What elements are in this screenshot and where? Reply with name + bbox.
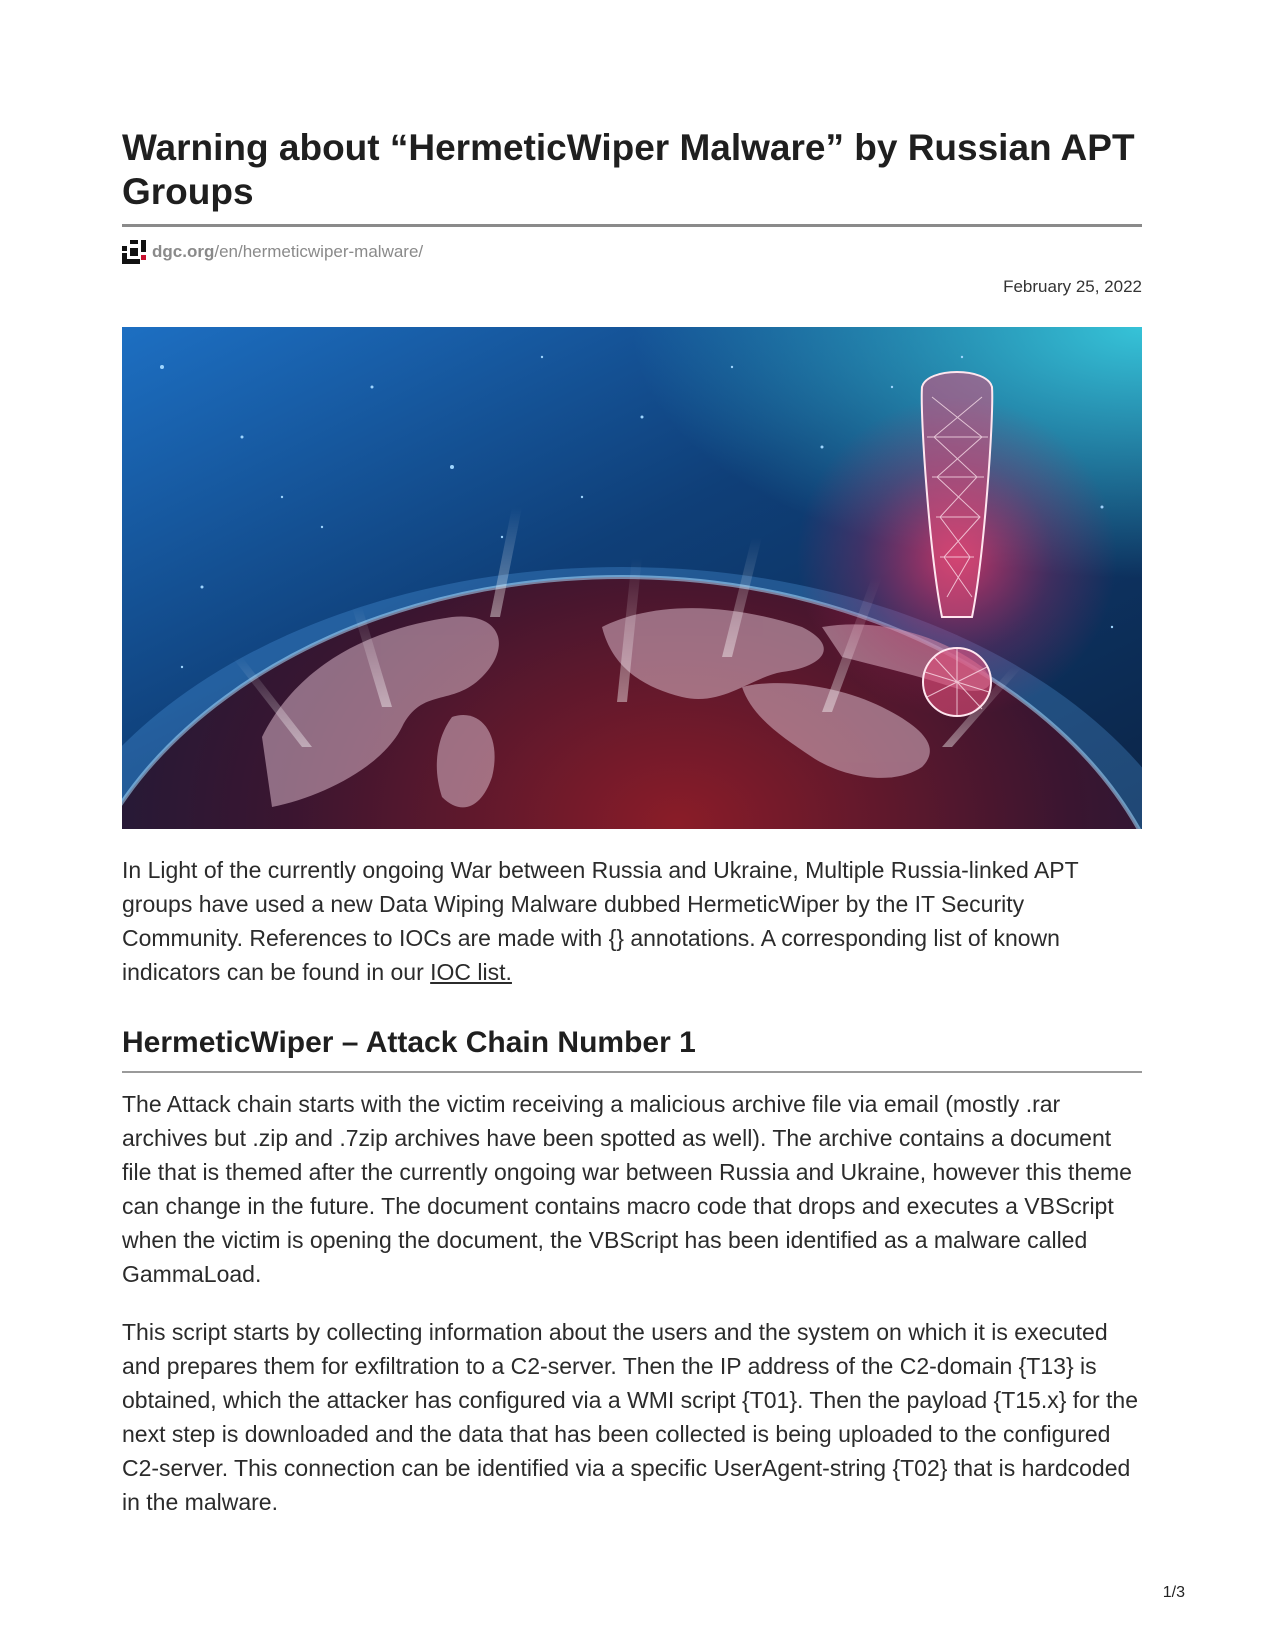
source-domain: dgc.org [152,242,215,261]
intro-paragraph [122,853,1142,989]
article [122,126,1142,1519]
page-title: Warning about “HermeticWiper Malware” by Russian APT Groups [122,126,1142,227]
source-path: /en/hermeticwiper-malware/ [214,242,424,261]
source-line [122,239,1142,265]
publish-date: February 25, 2022 [1003,277,1142,296]
paragraph-attack-chain: The Attack chain starts with the victim receiving a malicious archive file via email (mostly .rar archives but .zip and .7zip archives have been spotted as well). The archive contains a document file that is themed after the currently ongoing war between Russia and Ukraine, however this theme can change in the future. The document contains macro code that drops and executes a VBScript when the victim is opening the document, the VBScript has been identified as a malware called GammaLoad. [122,1091,1132,1287]
section-heading: HermeticWiper – Attack Chain Number 1 [122,1023,1142,1073]
intro-text: In Light of the currently ongoing War between Russia and Ukraine, Multiple Russia-linked APT groups have used a new Data Wiping Malware dubbed HermeticWiper by the IT Security Community. References to IOCs are made with {} annotations. A corresponding list of known indicators can be found in our [122,857,1079,985]
ioc-list-link[interactable]: IOC list. [430,959,512,985]
dgc-logo-icon [122,240,146,264]
hero-image [122,327,1142,829]
paragraph-script: This script starts by collecting information about the users and the system on which it is executed and prepares them for exfiltration to a C2-server. Then the IP address of the C2-domain {T13} is obtained, which the attacker has configured via a WMI script {T01}. Then the payload {T15.x} for the next step is downloaded and the data that has been collected is being uploaded to the configured C2-server. This connection can be identified via a specific UserAgent-string {T02} that is hardcoded in the malware. [122,1319,1138,1515]
page-number: 1/3 [1162,1584,1185,1601]
